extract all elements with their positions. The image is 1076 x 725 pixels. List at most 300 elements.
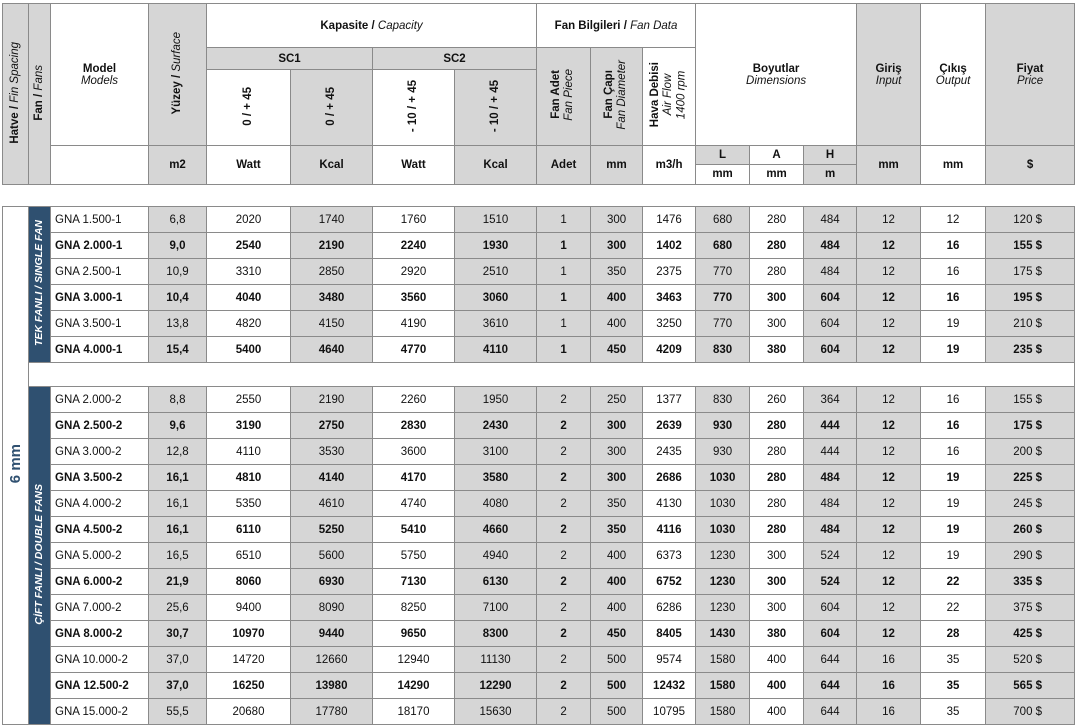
- cell-dim-a: 280: [750, 207, 804, 233]
- cell-sc2-watt: 18170: [373, 699, 455, 725]
- cell-sc1-watt: 4040: [207, 285, 291, 311]
- cell-sc2-watt: 2830: [373, 413, 455, 439]
- table-row: [3, 647, 1075, 673]
- cell-sc2-kcal: 3060: [455, 285, 537, 311]
- cell-sc2-kcal: 3580: [455, 465, 537, 491]
- dim-a-cell: A mm: [750, 146, 804, 185]
- cell-price: 235 $: [986, 337, 1075, 363]
- cell-dim-h: 644: [804, 647, 857, 673]
- cell-sc2-watt: 2920: [373, 259, 455, 285]
- cell-surface: 13,8: [149, 311, 207, 337]
- input-header: Giriş Input: [857, 4, 921, 146]
- group-separator: [29, 363, 1075, 387]
- cell-output: 22: [921, 595, 986, 621]
- cell-price: 290 $: [986, 543, 1075, 569]
- cell-fan-piece: 1: [537, 207, 591, 233]
- cell-dim-a: 280: [750, 465, 804, 491]
- cell-input: 12: [857, 207, 921, 233]
- dim-l-cell: L mm: [696, 146, 750, 185]
- cell-sc2-watt: 9650: [373, 621, 455, 647]
- cell-sc2-watt: 4170: [373, 465, 455, 491]
- cell-price: 225 $: [986, 465, 1075, 491]
- sc1-header: SC1: [207, 48, 373, 70]
- cell-dim-h: 484: [804, 207, 857, 233]
- cell-air-flow: 2639: [643, 413, 696, 439]
- cell-air-flow: 8405: [643, 621, 696, 647]
- cell-fan-diameter: 500: [591, 647, 643, 673]
- cell-sc1-kcal: 12660: [291, 647, 373, 673]
- unit-m2: m2: [149, 146, 207, 185]
- cell-dim-a: 280: [750, 439, 804, 465]
- cell-dim-a: 280: [750, 491, 804, 517]
- cell-air-flow: 2375: [643, 259, 696, 285]
- cell-air-flow: 12432: [643, 673, 696, 699]
- cell-dim-l: 1030: [696, 517, 750, 543]
- cell-sc2-watt: 12940: [373, 647, 455, 673]
- cell-fan-piece: 2: [537, 595, 591, 621]
- cell-dim-a: 380: [750, 337, 804, 363]
- double-fan-group-label: ÇİFT FANLI / DOUBLE FANS: [33, 483, 46, 625]
- cell-sc1-kcal: 3480: [291, 285, 373, 311]
- cell-sc1-kcal: 9440: [291, 621, 373, 647]
- cell-fan-piece: 1: [537, 259, 591, 285]
- cell-output: 16: [921, 439, 986, 465]
- cell-dim-l: 1580: [696, 647, 750, 673]
- cell-output: 19: [921, 517, 986, 543]
- cell-air-flow: 6752: [643, 569, 696, 595]
- cell-dim-a: 300: [750, 543, 804, 569]
- table-row: [3, 543, 1075, 569]
- cell-sc2-watt: 2240: [373, 233, 455, 259]
- unit-watt-sc2: Watt: [373, 146, 455, 185]
- cell-price: 375 $: [986, 595, 1075, 621]
- gap-row: [3, 185, 1075, 207]
- cell-input: 12: [857, 285, 921, 311]
- table-row: [3, 413, 1075, 439]
- cell-price: 520 $: [986, 647, 1075, 673]
- cell-model: GNA 5.000-2: [51, 543, 149, 569]
- cell-fan-diameter: 350: [591, 259, 643, 285]
- cell-sc1-watt: 16250: [207, 673, 291, 699]
- cell-air-flow: 6373: [643, 543, 696, 569]
- cell-sc2-watt: 14290: [373, 673, 455, 699]
- cell-sc1-watt: 9400: [207, 595, 291, 621]
- cell-model: GNA 3.500-2: [51, 465, 149, 491]
- cell-dim-h: 604: [804, 311, 857, 337]
- cell-output: 28: [921, 621, 986, 647]
- cell-sc2-kcal: 11130: [455, 647, 537, 673]
- cell-sc1-watt: 8060: [207, 569, 291, 595]
- unit-watt-sc1: Watt: [207, 146, 291, 185]
- unit-kcal-sc2: Kcal: [455, 146, 537, 185]
- table-row: [3, 673, 1075, 699]
- model-unit-cell: [51, 146, 149, 185]
- unit-m3h: m3/h: [643, 146, 696, 185]
- cell-fan-diameter: 300: [591, 413, 643, 439]
- cell-surface: 37,0: [149, 647, 207, 673]
- cell-model: GNA 4.000-2: [51, 491, 149, 517]
- cell-dim-h: 524: [804, 569, 857, 595]
- unit-fan-mm: mm: [591, 146, 643, 185]
- cell-sc2-watt: 2260: [373, 387, 455, 413]
- cell-output: 19: [921, 491, 986, 517]
- cell-dim-l: 930: [696, 439, 750, 465]
- cell-input: 12: [857, 595, 921, 621]
- cell-sc2-kcal: 3100: [455, 439, 537, 465]
- cell-sc1-kcal: 8090: [291, 595, 373, 621]
- cell-sc2-watt: 7130: [373, 569, 455, 595]
- table-row: [3, 233, 1075, 259]
- cell-surface: 12,8: [149, 439, 207, 465]
- cell-surface: 6,8: [149, 207, 207, 233]
- cell-model: GNA 1.500-1: [51, 207, 149, 233]
- cell-input: 12: [857, 621, 921, 647]
- cell-dim-l: 770: [696, 311, 750, 337]
- cell-sc2-kcal: 2430: [455, 413, 537, 439]
- cell-air-flow: 4209: [643, 337, 696, 363]
- cell-dim-l: 1030: [696, 465, 750, 491]
- cell-sc2-kcal: 1930: [455, 233, 537, 259]
- table-row: [3, 285, 1075, 311]
- cell-fan-diameter: 350: [591, 491, 643, 517]
- cell-sc1-kcal: 2190: [291, 233, 373, 259]
- cell-output: 16: [921, 387, 986, 413]
- cell-dim-l: 770: [696, 259, 750, 285]
- fan-data-header: Fan Bilgileri / Fan Data: [537, 4, 696, 48]
- cell-fan-piece: 2: [537, 647, 591, 673]
- cell-sc2-kcal: 12290: [455, 673, 537, 699]
- cell-output: 19: [921, 465, 986, 491]
- cell-input: 12: [857, 491, 921, 517]
- cell-price: 195 $: [986, 285, 1075, 311]
- cell-surface: 8,8: [149, 387, 207, 413]
- cell-surface: 55,5: [149, 699, 207, 725]
- table-row: [3, 517, 1075, 543]
- cell-dim-h: 444: [804, 413, 857, 439]
- cell-sc1-watt: 6510: [207, 543, 291, 569]
- cell-sc1-watt: 10970: [207, 621, 291, 647]
- cell-dim-a: 280: [750, 413, 804, 439]
- cell-price: 425 $: [986, 621, 1075, 647]
- cell-fan-diameter: 300: [591, 465, 643, 491]
- table-row: [3, 569, 1075, 595]
- cell-model: GNA 15.000-2: [51, 699, 149, 725]
- cell-fan-diameter: 400: [591, 285, 643, 311]
- cell-model: GNA 2.500-2: [51, 413, 149, 439]
- cell-sc1-watt: 4110: [207, 439, 291, 465]
- cell-input: 12: [857, 517, 921, 543]
- cell-dim-a: 300: [750, 311, 804, 337]
- table-row: [3, 621, 1075, 647]
- cell-dim-l: 1230: [696, 569, 750, 595]
- cell-price: 175 $: [986, 259, 1075, 285]
- cell-output: 35: [921, 647, 986, 673]
- cell-dim-a: 300: [750, 595, 804, 621]
- unit-adet: Adet: [537, 146, 591, 185]
- cell-model: GNA 4.000-1: [51, 337, 149, 363]
- cell-dim-a: 380: [750, 621, 804, 647]
- cell-surface: 10,4: [149, 285, 207, 311]
- cell-dim-h: 444: [804, 439, 857, 465]
- table-header: [3, 4, 1075, 185]
- cell-input: 16: [857, 673, 921, 699]
- unit-output-mm: mm: [921, 146, 986, 185]
- temp-range-sc1-watt: 0 / + 45: [207, 70, 291, 146]
- table-row: [3, 207, 1075, 233]
- cell-air-flow: 1377: [643, 387, 696, 413]
- cell-air-flow: 6286: [643, 595, 696, 621]
- cell-dim-a: 300: [750, 569, 804, 595]
- cell-surface: 9,0: [149, 233, 207, 259]
- cell-fan-piece: 2: [537, 491, 591, 517]
- cell-sc2-kcal: 4110: [455, 337, 537, 363]
- cell-dim-h: 604: [804, 337, 857, 363]
- cell-fan-diameter: 300: [591, 233, 643, 259]
- table-row: [3, 387, 1075, 413]
- model-header: Model Models: [51, 4, 149, 146]
- cell-fan-piece: 1: [537, 337, 591, 363]
- cell-model: GNA 8.000-2: [51, 621, 149, 647]
- cell-dim-h: 644: [804, 673, 857, 699]
- cell-fan-diameter: 400: [591, 595, 643, 621]
- cell-dim-a: 260: [750, 387, 804, 413]
- cell-price: 210 $: [986, 311, 1075, 337]
- cell-fan-piece: 1: [537, 285, 591, 311]
- cell-output: 16: [921, 233, 986, 259]
- table-body: [3, 185, 1075, 725]
- cell-sc2-watt: 1760: [373, 207, 455, 233]
- cell-input: 12: [857, 337, 921, 363]
- cell-sc2-kcal: 4080: [455, 491, 537, 517]
- cell-dim-h: 484: [804, 465, 857, 491]
- cell-model: GNA 2.000-1: [51, 233, 149, 259]
- cell-air-flow: 2686: [643, 465, 696, 491]
- temp-range-sc1-kcal: 0 / + 45: [291, 70, 373, 146]
- cell-input: 12: [857, 233, 921, 259]
- cell-sc1-kcal: 13980: [291, 673, 373, 699]
- cell-model: GNA 3.500-1: [51, 311, 149, 337]
- table-row: [3, 699, 1075, 725]
- surface-header: Yüzey / Surface: [149, 4, 207, 146]
- cell-output: 22: [921, 569, 986, 595]
- cell-model: GNA 4.500-2: [51, 517, 149, 543]
- cell-fan-piece: 2: [537, 569, 591, 595]
- cell-price: 335 $: [986, 569, 1075, 595]
- cell-surface: 16,5: [149, 543, 207, 569]
- cell-output: 12: [921, 207, 986, 233]
- cell-dim-l: 1580: [696, 699, 750, 725]
- cell-output: 16: [921, 413, 986, 439]
- cell-dim-l: 680: [696, 233, 750, 259]
- cell-dim-a: 280: [750, 259, 804, 285]
- table-row: [3, 259, 1075, 285]
- cell-price: 700 $: [986, 699, 1075, 725]
- cell-dim-h: 484: [804, 233, 857, 259]
- cell-surface: 16,1: [149, 465, 207, 491]
- cell-surface: 37,0: [149, 673, 207, 699]
- cell-model: GNA 6.000-2: [51, 569, 149, 595]
- cell-surface: 9,6: [149, 413, 207, 439]
- cell-model: GNA 3.000-2: [51, 439, 149, 465]
- cell-dim-a: 400: [750, 647, 804, 673]
- cell-sc2-kcal: 3610: [455, 311, 537, 337]
- cell-dim-l: 830: [696, 387, 750, 413]
- cell-output: 19: [921, 337, 986, 363]
- table-row: [3, 465, 1075, 491]
- cell-sc2-kcal: 1950: [455, 387, 537, 413]
- cell-surface: 30,7: [149, 621, 207, 647]
- cell-dim-h: 364: [804, 387, 857, 413]
- table-row: [3, 311, 1075, 337]
- cell-dim-l: 830: [696, 337, 750, 363]
- cell-sc1-watt: 3310: [207, 259, 291, 285]
- cell-input: 16: [857, 699, 921, 725]
- cell-fan-diameter: 400: [591, 569, 643, 595]
- cell-sc2-kcal: 2510: [455, 259, 537, 285]
- cell-model: GNA 10.000-2: [51, 647, 149, 673]
- cell-fan-diameter: 400: [591, 311, 643, 337]
- cell-dim-h: 484: [804, 517, 857, 543]
- cell-fan-diameter: 450: [591, 621, 643, 647]
- cell-fan-diameter: 500: [591, 673, 643, 699]
- cell-dim-h: 484: [804, 259, 857, 285]
- fan-piece-header: Fan Adet Fan Piece: [537, 48, 591, 146]
- cell-price: 200 $: [986, 439, 1075, 465]
- cell-air-flow: 1476: [643, 207, 696, 233]
- cell-sc1-watt: 4820: [207, 311, 291, 337]
- cell-fan-diameter: 350: [591, 517, 643, 543]
- cell-sc1-kcal: 2750: [291, 413, 373, 439]
- cell-output: 35: [921, 699, 986, 725]
- table-row: [3, 595, 1075, 621]
- cell-dim-l: 1580: [696, 673, 750, 699]
- cell-air-flow: 3463: [643, 285, 696, 311]
- cell-fan-piece: 2: [537, 387, 591, 413]
- cell-price: 175 $: [986, 413, 1075, 439]
- cell-dim-l: 770: [696, 285, 750, 311]
- cell-dim-a: 280: [750, 233, 804, 259]
- fin-spacing-cell: [3, 207, 29, 725]
- cell-dim-a: 300: [750, 285, 804, 311]
- temp-range-sc2-kcal: - 10 / + 45: [455, 70, 537, 146]
- cell-sc2-watt: 4740: [373, 491, 455, 517]
- cell-sc2-kcal: 8300: [455, 621, 537, 647]
- cell-input: 12: [857, 387, 921, 413]
- cell-dim-h: 524: [804, 543, 857, 569]
- cell-input: 12: [857, 569, 921, 595]
- cell-surface: 25,6: [149, 595, 207, 621]
- cell-sc1-watt: 20680: [207, 699, 291, 725]
- cell-input: 12: [857, 439, 921, 465]
- unit-input-mm: mm: [857, 146, 921, 185]
- price-header: Fiyat Price: [986, 4, 1075, 146]
- cell-dim-a: 400: [750, 699, 804, 725]
- cell-sc1-watt: 6110: [207, 517, 291, 543]
- cell-dim-h: 604: [804, 285, 857, 311]
- cell-price: 155 $: [986, 387, 1075, 413]
- cell-sc1-watt: 3190: [207, 413, 291, 439]
- cell-sc1-kcal: 1740: [291, 207, 373, 233]
- cell-surface: 16,1: [149, 517, 207, 543]
- cell-price: 120 $: [986, 207, 1075, 233]
- temp-range-sc2-watt: - 10 / + 45: [373, 70, 455, 146]
- cell-sc1-watt: 5350: [207, 491, 291, 517]
- fan-diameter-header: Fan Çapı Fan Diameter: [591, 48, 643, 146]
- cell-sc2-watt: 3600: [373, 439, 455, 465]
- cell-sc1-watt: 4810: [207, 465, 291, 491]
- cell-sc1-watt: 5400: [207, 337, 291, 363]
- sc2-header: SC2: [373, 48, 537, 70]
- cell-price: 565 $: [986, 673, 1075, 699]
- cell-output: 19: [921, 543, 986, 569]
- cell-input: 12: [857, 413, 921, 439]
- cell-sc1-kcal: 4140: [291, 465, 373, 491]
- cell-fan-diameter: 300: [591, 207, 643, 233]
- cell-dim-l: 1030: [696, 491, 750, 517]
- cell-sc2-watt: 4770: [373, 337, 455, 363]
- air-flow-header: Hava Debisi Air Flow 1400 rpm: [643, 48, 696, 146]
- cell-fan-piece: 2: [537, 621, 591, 647]
- cell-dim-l: 1230: [696, 543, 750, 569]
- cell-air-flow: 3250: [643, 311, 696, 337]
- cell-fan-piece: 2: [537, 413, 591, 439]
- double-fan-group: [29, 387, 51, 725]
- cell-fan-piece: 2: [537, 439, 591, 465]
- cell-model: GNA 3.000-1: [51, 285, 149, 311]
- units-row: [3, 146, 1075, 185]
- cell-sc2-watt: 5410: [373, 517, 455, 543]
- cell-air-flow: 9574: [643, 647, 696, 673]
- cell-sc1-kcal: 6930: [291, 569, 373, 595]
- cell-price: 155 $: [986, 233, 1075, 259]
- cell-sc1-kcal: 3530: [291, 439, 373, 465]
- cell-surface: 10,9: [149, 259, 207, 285]
- cell-input: 12: [857, 259, 921, 285]
- cell-sc1-watt: 2550: [207, 387, 291, 413]
- cell-output: 19: [921, 311, 986, 337]
- cell-fan-piece: 2: [537, 465, 591, 491]
- cell-dim-h: 644: [804, 699, 857, 725]
- cell-sc1-kcal: 5250: [291, 517, 373, 543]
- cell-price: 245 $: [986, 491, 1075, 517]
- cell-fan-piece: 2: [537, 673, 591, 699]
- cell-dim-a: 400: [750, 673, 804, 699]
- fin-spacing-value: 6 mm: [6, 443, 24, 484]
- cell-dim-h: 604: [804, 595, 857, 621]
- cell-sc2-kcal: 4660: [455, 517, 537, 543]
- fin-spacing-header: Hatve / Fin Spacing: [3, 4, 29, 185]
- cell-fan-diameter: 400: [591, 543, 643, 569]
- single-fan-group-label: TEK FANLI / SINGLE FAN: [33, 219, 46, 346]
- cell-output: 35: [921, 673, 986, 699]
- cell-surface: 21,9: [149, 569, 207, 595]
- dim-h-cell: H m: [804, 146, 857, 185]
- fan-header: Fan / Fans: [29, 4, 51, 185]
- cell-output: 16: [921, 259, 986, 285]
- cell-model: GNA 2.500-1: [51, 259, 149, 285]
- cell-sc2-kcal: 4940: [455, 543, 537, 569]
- cell-output: 16: [921, 285, 986, 311]
- price-table: [2, 3, 1075, 725]
- cell-sc2-kcal: 15630: [455, 699, 537, 725]
- output-header: Çıkış Output: [921, 4, 986, 146]
- cell-price: 260 $: [986, 517, 1075, 543]
- cell-sc1-watt: 14720: [207, 647, 291, 673]
- table-row: [3, 337, 1075, 363]
- unit-kcal-sc1: Kcal: [291, 146, 373, 185]
- group-separator-row: [3, 363, 1075, 387]
- cell-air-flow: 4116: [643, 517, 696, 543]
